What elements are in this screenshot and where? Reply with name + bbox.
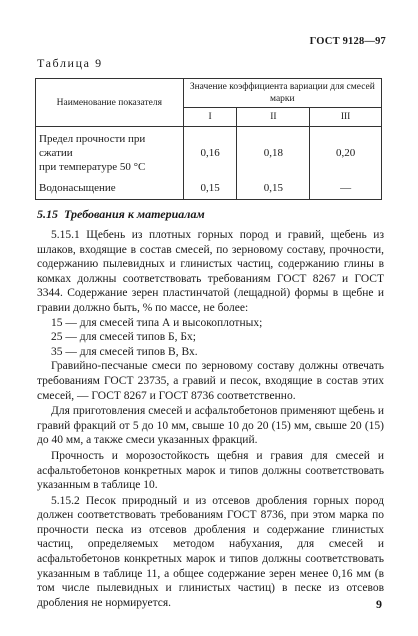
mark-header-2: II (237, 108, 310, 127)
paragraph: 5.15.1 Щебень из плотных горных пород и гравий, щебень из шлаков, входящие в состав смесей, по зерновому составу, прочности, содержанию пылевидных и глинистых частиц, содержанию глины в комках должны соответствовать требованиям ГОСТ 8267 и ГОСТ 3344. Содержание зерен пластинчатой (лещадной) формы в щебне и гравии должно быть, % по массе, не более: (37, 229, 384, 314)
indicator-name: Предел прочности при сжатии (39, 133, 146, 159)
paragraph: 5.15.2 Песок природный и из отсевов дробления горных пород должен соответствовать требованиям ГОСТ 8736, при этом марка по прочности песка из отсевов дробления и содержание глинистых частиц, определяемых методом набухания, для смесей и асфальтобетонов конкретных марок и типов должны соответствовать указанным в таблице 11, а общее содержание зерен менее 0,16 мм (в том числе пылевидных и глинистых частиц) в песке из отсевов дробления не нормируется. (37, 494, 384, 609)
indicator-name-cell (36, 127, 184, 175)
indicator-name-cont: при температуре 50 °С (39, 161, 146, 173)
value-cell: 0,15 (183, 174, 237, 200)
body-text (37, 228, 384, 610)
value-cell: — (310, 174, 382, 200)
value-cell: 0,16 (183, 127, 237, 175)
list-item: 35 — для смесей типов В, Вх. (51, 345, 198, 358)
paragraph: Гравийно-песчаные смеси по зерновому составу должны отвечать требованиям ГОСТ 23735, а гравий и песок, входящие в состав этих смесей, — ГОСТ 8267 и ГОСТ 8736 соответственно. (37, 360, 384, 402)
column-header-group: Значение коэффициента вариации для смесей марки (183, 79, 381, 108)
mark-header-3: III (310, 108, 382, 127)
section-number: 5.15 (37, 207, 58, 221)
indicator-name-cell (36, 174, 184, 200)
table-row (36, 174, 382, 200)
section-title: Требования к материалам (64, 207, 205, 221)
standard-code: ГОСТ 9128—97 (309, 36, 386, 47)
column-header-indicator: Наименование показателя (36, 79, 184, 127)
table-9 (35, 78, 382, 200)
list-item: 25 — для смесей типов Б, Бх; (51, 331, 196, 344)
indicator-name: Водонасыщение (39, 182, 116, 194)
table-title: Таблица 9 (37, 56, 103, 70)
table-header-row (36, 79, 382, 108)
page-number: 9 (376, 597, 382, 611)
paragraph: Для приготовления смесей и асфальтобетонов применяют щебень и гравий фракций от 5 до 10 мм, свыше 10 до 20 (15) мм, свыше 20 (15) до 40 мм, а также смеси указанных фракций. (37, 405, 384, 447)
mark-header-1: I (183, 108, 237, 127)
paragraph: Прочность и морозостойкость щебня и гравия для смесей и асфальтобетонов конкретных марок и типов должны соответствовать указанным в таблице 10. (37, 449, 384, 492)
value-cell: 0,20 (310, 127, 382, 175)
value-cell: 0,18 (237, 127, 310, 175)
table-row (36, 127, 382, 175)
value-cell: 0,15 (237, 174, 310, 200)
list-item: 15 — для смесей типа А и высокоплотных; (51, 316, 263, 329)
section-heading (37, 207, 205, 222)
